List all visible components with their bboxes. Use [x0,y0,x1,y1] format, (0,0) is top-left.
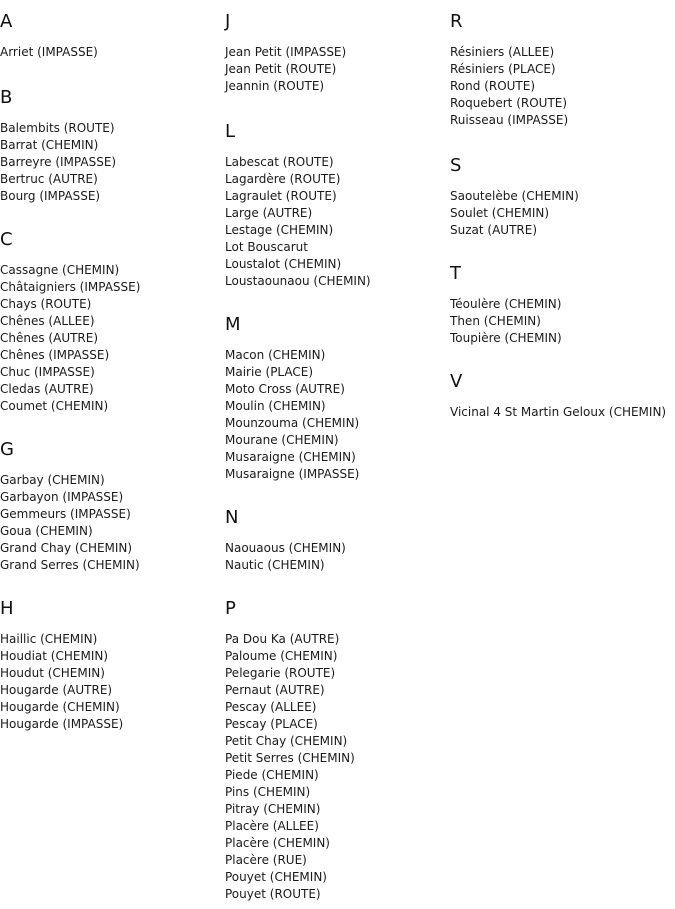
section-letter-heading: H [0,598,14,619]
street-list-item: Houdut (CHEMIN) [0,666,105,680]
street-list-item: Saoutelèbe (CHEMIN) [450,189,579,203]
street-list-item: Piede (CHEMIN) [225,768,319,782]
letter-section-v [450,371,675,419]
street-list-item: Pescay (PLACE) [225,717,318,731]
letter-section-j [225,11,445,93]
street-list-item: Nautic (CHEMIN) [225,558,325,572]
letter-section-p [225,598,445,901]
street-list-item: Cledas (AUTRE) [0,382,94,396]
street-list-item: Musaraigne (IMPASSE) [225,467,360,481]
street-list-item: Pelegarie (ROUTE) [225,666,336,680]
street-list-item: Then (CHEMIN) [450,314,541,328]
street-list-item: Placère (RUE) [225,853,307,867]
street-list [450,404,666,421]
section-letter-heading: M [225,314,241,335]
street-list [225,154,371,290]
street-list-item: Chuc (IMPASSE) [0,365,95,379]
letter-section-s [450,155,675,237]
section-letter-heading: R [450,11,463,32]
section-letter-heading: B [0,87,13,108]
street-list-item: Placère (ALLEE) [225,819,319,833]
street-list-item: Chays (ROUTE) [0,297,92,311]
street-list-item: Placère (CHEMIN) [225,836,330,850]
street-list-item: Paloume (CHEMIN) [225,649,338,663]
street-list-item: Houdiat (CHEMIN) [0,649,109,663]
street-list-item: Châtaigniers (IMPASSE) [0,280,141,294]
street-list-item: Résiniers (PLACE) [450,62,556,76]
street-list-item: Pouyet (ROUTE) [225,887,321,901]
street-list-item: Pernaut (AUTRE) [225,683,325,697]
street-list-item: Lestage (CHEMIN) [225,223,334,237]
street-list-item: Bourg (IMPASSE) [0,189,101,203]
street-list-item: Loustalot (CHEMIN) [225,257,342,271]
street-list-item: Arriet (IMPASSE) [0,45,98,59]
street-list-item: Chênes (ALLEE) [0,314,95,328]
street-list-item: Petit Serres (CHEMIN) [225,751,355,765]
street-list-item: Gemmeurs (IMPASSE) [0,507,131,521]
street-list [450,188,579,239]
street-list-item: Lagardère (ROUTE) [225,172,341,186]
street-list-item: Vicinal 4 St Martin Geloux (CHEMIN) [450,405,667,419]
section-letter-heading: G [0,439,14,460]
section-letter-heading: C [0,229,13,250]
street-list-item: Pins (CHEMIN) [225,785,311,799]
street-list-item: Chênes (AUTRE) [0,331,99,345]
street-list-item: Mourane (CHEMIN) [225,433,339,447]
street-list-item: Pescay (ALLEE) [225,700,317,714]
street-list-item: Jean Petit (IMPASSE) [225,45,347,59]
street-list-item: Jeannin (ROUTE) [225,79,325,93]
section-letter-heading: J [225,11,231,32]
section-letter-heading: N [225,507,239,528]
section-letter-heading: P [225,598,236,619]
section-letter-heading: T [450,263,461,284]
street-list-item: Balembits (ROUTE) [0,121,115,135]
street-list-item: Pouyet (CHEMIN) [225,870,327,884]
street-list-item: Mairie (PLACE) [225,365,314,379]
street-list-item: Toupière (CHEMIN) [450,331,562,345]
street-list-item: Chênes (IMPASSE) [0,348,110,362]
letter-section-h [0,598,220,731]
street-list-item: Petit Chay (CHEMIN) [225,734,348,748]
street-list-item: Cassagne (CHEMIN) [0,263,120,277]
street-list-item: Loustaounaou (CHEMIN) [225,274,371,288]
street-list-item: Macon (CHEMIN) [225,348,326,362]
street-list [225,540,346,574]
street-list-item: Grand Serres (CHEMIN) [0,558,140,572]
section-letter-heading: S [450,155,462,176]
section-letter-heading: A [0,11,13,32]
street-list-item: Moulin (CHEMIN) [225,399,326,413]
street-list [225,347,359,483]
street-list-item: Pitray (CHEMIN) [225,802,321,816]
letter-section-c [0,229,220,413]
street-list-item: Grand Chay (CHEMIN) [0,541,133,555]
street-list [0,262,140,415]
letter-section-b [0,87,220,203]
street-list-item: Ruisseau (IMPASSE) [450,113,569,127]
street-list-item: Rond (ROUTE) [450,79,536,93]
street-list [0,631,123,733]
street-list-item: Jean Petit (ROUTE) [225,62,337,76]
street-list [450,296,562,347]
street-list-item: Haillic (CHEMIN) [0,632,98,646]
street-list-item: Pa Dou Ka (AUTRE) [225,632,340,646]
street-list-item: Garbay (CHEMIN) [0,473,105,487]
street-list-item: Lot Bouscarut [225,240,308,254]
street-list [225,44,346,95]
letter-section-a [0,11,220,59]
street-list [0,472,140,574]
street-list-item: Hougarde (CHEMIN) [0,700,120,714]
street-list-item: Hougarde (IMPASSE) [0,717,124,731]
street-list-item: Musaraigne (CHEMIN) [225,450,356,464]
letter-section-t [450,263,675,345]
street-list-item: Coumet (CHEMIN) [0,399,109,413]
street-list [450,44,568,129]
street-list-item: Mounzouma (CHEMIN) [225,416,360,430]
street-list-item: Moto Cross (AUTRE) [225,382,345,396]
street-list-item: Soulet (CHEMIN) [450,206,550,220]
section-letter-heading: V [450,371,463,392]
letter-section-n [225,507,445,572]
street-list-item: Roquebert (ROUTE) [450,96,568,110]
street-list-item: Goua (CHEMIN) [0,524,93,538]
street-list-item: Bertruc (AUTRE) [0,172,98,186]
street-list [0,120,116,205]
street-list-item: Lagraulet (ROUTE) [225,189,337,203]
street-list-item: Hougarde (AUTRE) [0,683,113,697]
section-letter-heading: L [225,121,236,142]
street-list-item: Naouaous (CHEMIN) [225,541,346,555]
street-list-item: Garbayon (IMPASSE) [0,490,124,504]
street-list-item: Téoulère (CHEMIN) [450,297,562,311]
letter-section-l [225,121,445,288]
letter-section-r [450,11,675,127]
street-list-item: Barrat (CHEMIN) [0,138,99,152]
letter-section-g [0,439,220,572]
street-list-item: Résiniers (ALLEE) [450,45,555,59]
street-list-item: Suzat (AUTRE) [450,223,537,237]
street-list-item: Large (AUTRE) [225,206,313,220]
letter-section-m [225,314,445,481]
street-list-item: Barreyre (IMPASSE) [0,155,117,169]
street-list [0,44,98,61]
street-list [225,631,355,903]
street-list-item: Labescat (ROUTE) [225,155,334,169]
